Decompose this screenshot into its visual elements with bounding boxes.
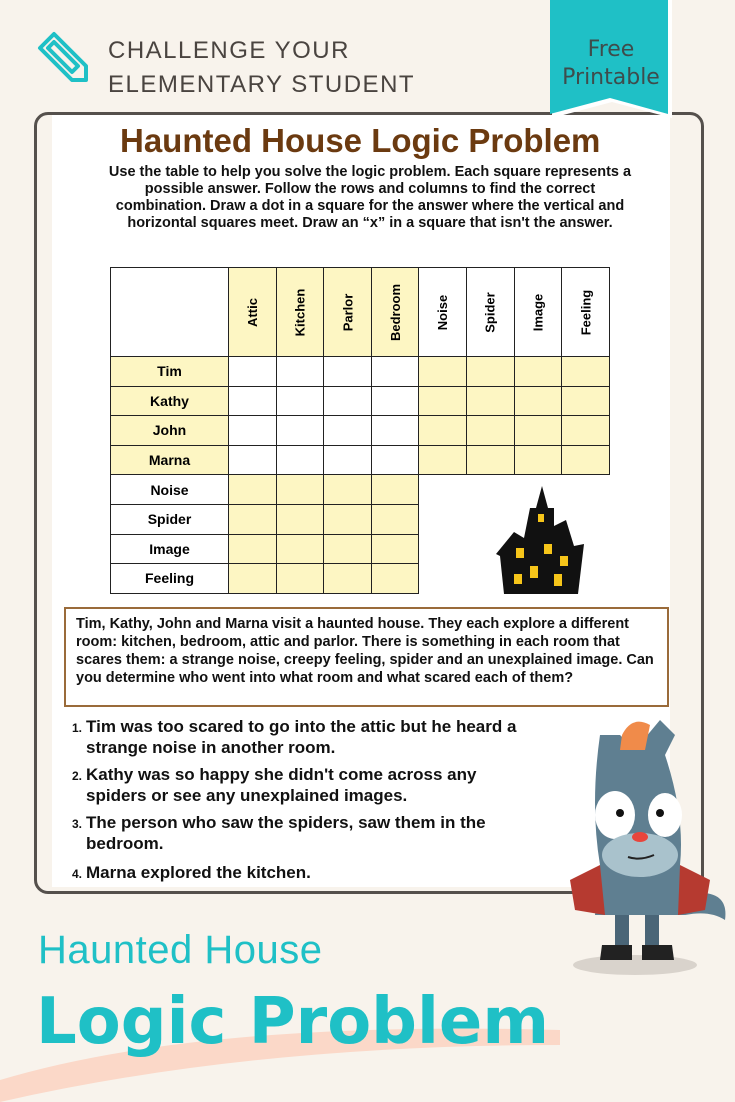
grid-cell[interactable] xyxy=(323,356,372,387)
grid-cell[interactable] xyxy=(276,415,325,446)
grid-cell[interactable] xyxy=(561,386,610,417)
grid-cell[interactable] xyxy=(228,534,277,565)
grid-cell[interactable] xyxy=(228,356,277,387)
worksheet-title: Haunted House Logic Problem xyxy=(120,122,601,159)
grid-cell[interactable] xyxy=(323,504,372,535)
clue-text: Kathy was so happy she didn't come across any spiders or see any unexplained images. xyxy=(86,765,477,805)
grid-cell[interactable] xyxy=(323,563,372,594)
clue-number: 3. xyxy=(72,817,83,831)
clue-1 xyxy=(72,716,552,758)
grid-cell[interactable] xyxy=(371,445,420,476)
column-header-kitchen xyxy=(276,267,325,357)
row-label-tim xyxy=(110,356,229,387)
label-text: Kathy xyxy=(150,392,189,409)
mascot-illustration xyxy=(560,715,735,980)
label-text: Noise xyxy=(435,294,451,330)
footer-title-line-2: Logic Problem xyxy=(36,985,549,1059)
row-label-feeling xyxy=(110,563,229,594)
grid-cell[interactable] xyxy=(514,415,563,446)
label-text: Feeling xyxy=(144,570,194,587)
row-label-marna xyxy=(110,445,229,476)
grid-cell[interactable] xyxy=(561,356,610,387)
label-text: John xyxy=(152,422,187,439)
grid-cell[interactable] xyxy=(323,474,372,505)
column-header-attic xyxy=(228,267,277,357)
grid-cell[interactable] xyxy=(371,474,420,505)
column-header-feeling xyxy=(561,267,610,357)
brand-tagline xyxy=(108,34,415,102)
haunted-house-icon xyxy=(494,486,590,596)
grid-cell[interactable] xyxy=(276,534,325,565)
grid-cell[interactable] xyxy=(514,356,563,387)
label-text: Spider xyxy=(482,291,498,333)
column-header-spider xyxy=(466,267,515,357)
grid-cell[interactable] xyxy=(466,356,515,387)
label-text: Kitchen xyxy=(292,288,308,336)
grid-cell[interactable] xyxy=(561,445,610,476)
story-box: Tim, Kathy, John and Marna visit a haunted house. They each explore a different room: kitchen, bedroom, attic and parlor. There is something in each room that scares them: a strange noise, creepy feeling, spider and an unexplained image. Can you determine who went into what room and what scared each of them? xyxy=(64,607,669,707)
label-text: Attic xyxy=(244,297,260,327)
label-text: Marna xyxy=(148,452,191,469)
brand-line-2: ELEMENTARY STUDENT xyxy=(108,71,416,98)
grid-cell[interactable] xyxy=(228,415,277,446)
brand-line-1: CHALLENGE YOUR xyxy=(108,37,350,64)
grid-cell[interactable] xyxy=(371,504,420,535)
ribbon-line-1: Free xyxy=(587,37,635,62)
grid-cell[interactable] xyxy=(514,445,563,476)
label-text: Tim xyxy=(157,363,182,380)
grid-cell[interactable] xyxy=(276,504,325,535)
clue-number: 1. xyxy=(72,721,83,735)
grid-cell[interactable] xyxy=(371,386,420,417)
row-label-john xyxy=(110,415,229,446)
column-header-bedroom xyxy=(371,267,420,357)
row-label-image xyxy=(110,534,229,565)
clue-text: The person who saw the spiders, saw them in the bedroom. xyxy=(86,813,486,853)
column-header-noise xyxy=(418,267,467,357)
row-label-spider xyxy=(110,504,229,535)
grid-cell[interactable] xyxy=(371,415,420,446)
grid-cell[interactable] xyxy=(228,474,277,505)
grid-cell[interactable] xyxy=(228,445,277,476)
label-text: Noise xyxy=(150,481,189,498)
label-text: Spider xyxy=(147,511,192,528)
grid-cell[interactable] xyxy=(418,386,467,417)
ribbon-line-2: Printable xyxy=(562,65,660,90)
row-label-noise xyxy=(110,474,229,505)
free-printable-label xyxy=(556,36,666,92)
grid-cell[interactable] xyxy=(276,474,325,505)
grid-cell[interactable] xyxy=(418,356,467,387)
grid-cell[interactable] xyxy=(276,445,325,476)
grid-cell[interactable] xyxy=(323,415,372,446)
grid-cell[interactable] xyxy=(466,386,515,417)
pencil-logo-icon xyxy=(36,30,92,86)
clue-text: Tim was too scared to go into the attic but he heard a strange noise in another room. xyxy=(86,717,517,757)
grid-cell[interactable] xyxy=(371,534,420,565)
grid-cell[interactable] xyxy=(418,445,467,476)
column-header-image xyxy=(514,267,563,357)
clue-4 xyxy=(72,862,552,885)
column-header-parlor xyxy=(323,267,372,357)
clue-2 xyxy=(72,764,552,806)
grid-corner xyxy=(110,267,229,357)
clue-number: 2. xyxy=(72,769,83,783)
clue-number: 4. xyxy=(72,867,83,881)
clue-3 xyxy=(72,812,552,854)
instructions: Use the table to help you solve the logic problem. Each square represents a possible answer. Follow the rows and columns to find the correct combination. Draw a dot in a square for the answer where the vertical and horizontal squares meet. Draw an “x” in a square that isn't the answer. xyxy=(108,164,632,231)
label-text: Bedroom xyxy=(387,283,403,341)
grid-cell[interactable] xyxy=(371,563,420,594)
grid-cell[interactable] xyxy=(323,445,372,476)
grid-cell[interactable] xyxy=(371,356,420,387)
grid-cell[interactable] xyxy=(514,386,563,417)
grid-cell[interactable] xyxy=(418,415,467,446)
grid-cell[interactable] xyxy=(228,563,277,594)
label-text: Feeling xyxy=(577,289,593,335)
label-text: Image xyxy=(149,540,190,557)
grid-cell[interactable] xyxy=(323,386,372,417)
grid-cell[interactable] xyxy=(276,356,325,387)
grid-cell[interactable] xyxy=(466,445,515,476)
footer-title-line-1: Haunted House xyxy=(38,928,323,972)
grid-cell[interactable] xyxy=(276,386,325,417)
grid-cell[interactable] xyxy=(276,563,325,594)
grid-cell[interactable] xyxy=(561,415,610,446)
grid-cell[interactable] xyxy=(228,386,277,417)
row-label-kathy xyxy=(110,386,229,417)
grid-cell[interactable] xyxy=(466,415,515,446)
grid-cell[interactable] xyxy=(323,534,372,565)
label-text: Image xyxy=(530,293,546,331)
grid-cell[interactable] xyxy=(228,504,277,535)
clue-text: Marna explored the kitchen. xyxy=(86,863,311,882)
label-text: Parlor xyxy=(339,293,355,331)
